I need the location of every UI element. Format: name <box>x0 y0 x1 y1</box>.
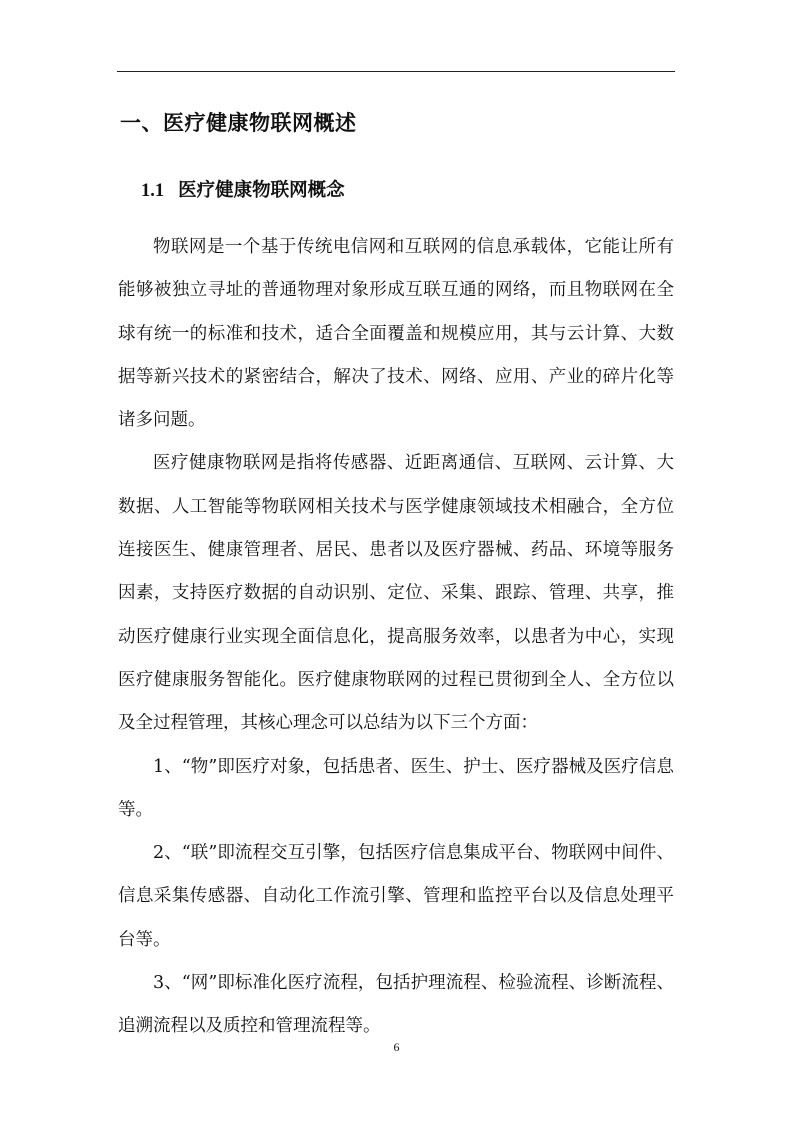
chapter-heading: 一、医疗健康物联网概述 <box>120 110 357 135</box>
paragraph-iot-definition: 物联网是一个基于传统电信网和互联网的信息承载体，它能让所有能够被独立寻址的普通物理对象形成互联互通的网络，而且物联网在全球有统一的标准和技术，适合全面覆盖和规模应用，其与云计算、大数据等新兴技术的紧密结合，解决了技术、网络、应用、产业的碎片化等诸多问题。 <box>118 237 674 431</box>
section-number: 1.1 <box>141 181 165 201</box>
paragraph-medical-iot-definition: 医疗健康物联网是指将传感器、近距离通信、互联网、云计算、大数据、人工智能等物联网相关技术与医学健康领域技术相融合，全方位连接医生、健康管理者、居民、患者以及医疗器械、药品、环境等服务因素，支持医疗数据的自动识别、定位、采集、跟踪、管理、共享，推动医疗健康行业实现全面信息化，提高服务效率，以患者为中心，实现医疗健康服务智能化。医疗健康物联网的过程已贯彻到全人、全方位以及全过程管理，其核心理念可以总结为以下三个方面： <box>118 453 674 734</box>
paragraph-point-3: 3、“网”即标准化医疗流程，包括护理流程、检验流程、诊断流程、追溯流程以及质控和管理流程等。 <box>118 973 674 1037</box>
section-title: 医疗健康物联网概念 <box>178 180 345 201</box>
section-heading <box>141 176 345 202</box>
header-rule <box>117 71 675 72</box>
body-text <box>118 226 674 1049</box>
paragraph-point-2: 2、“联”即流程交互引擎，包括医疗信息集成平台、物联网中间件、信息采集传感器、自动化工作流引擎、管理和监控平台以及信息处理平台等。 <box>118 843 674 950</box>
paragraph-point-1: 1、“物”即医疗对象，包括患者、医生、护士、医疗器械及医疗信息等。 <box>118 756 674 820</box>
page-number: 6 <box>393 1040 400 1054</box>
